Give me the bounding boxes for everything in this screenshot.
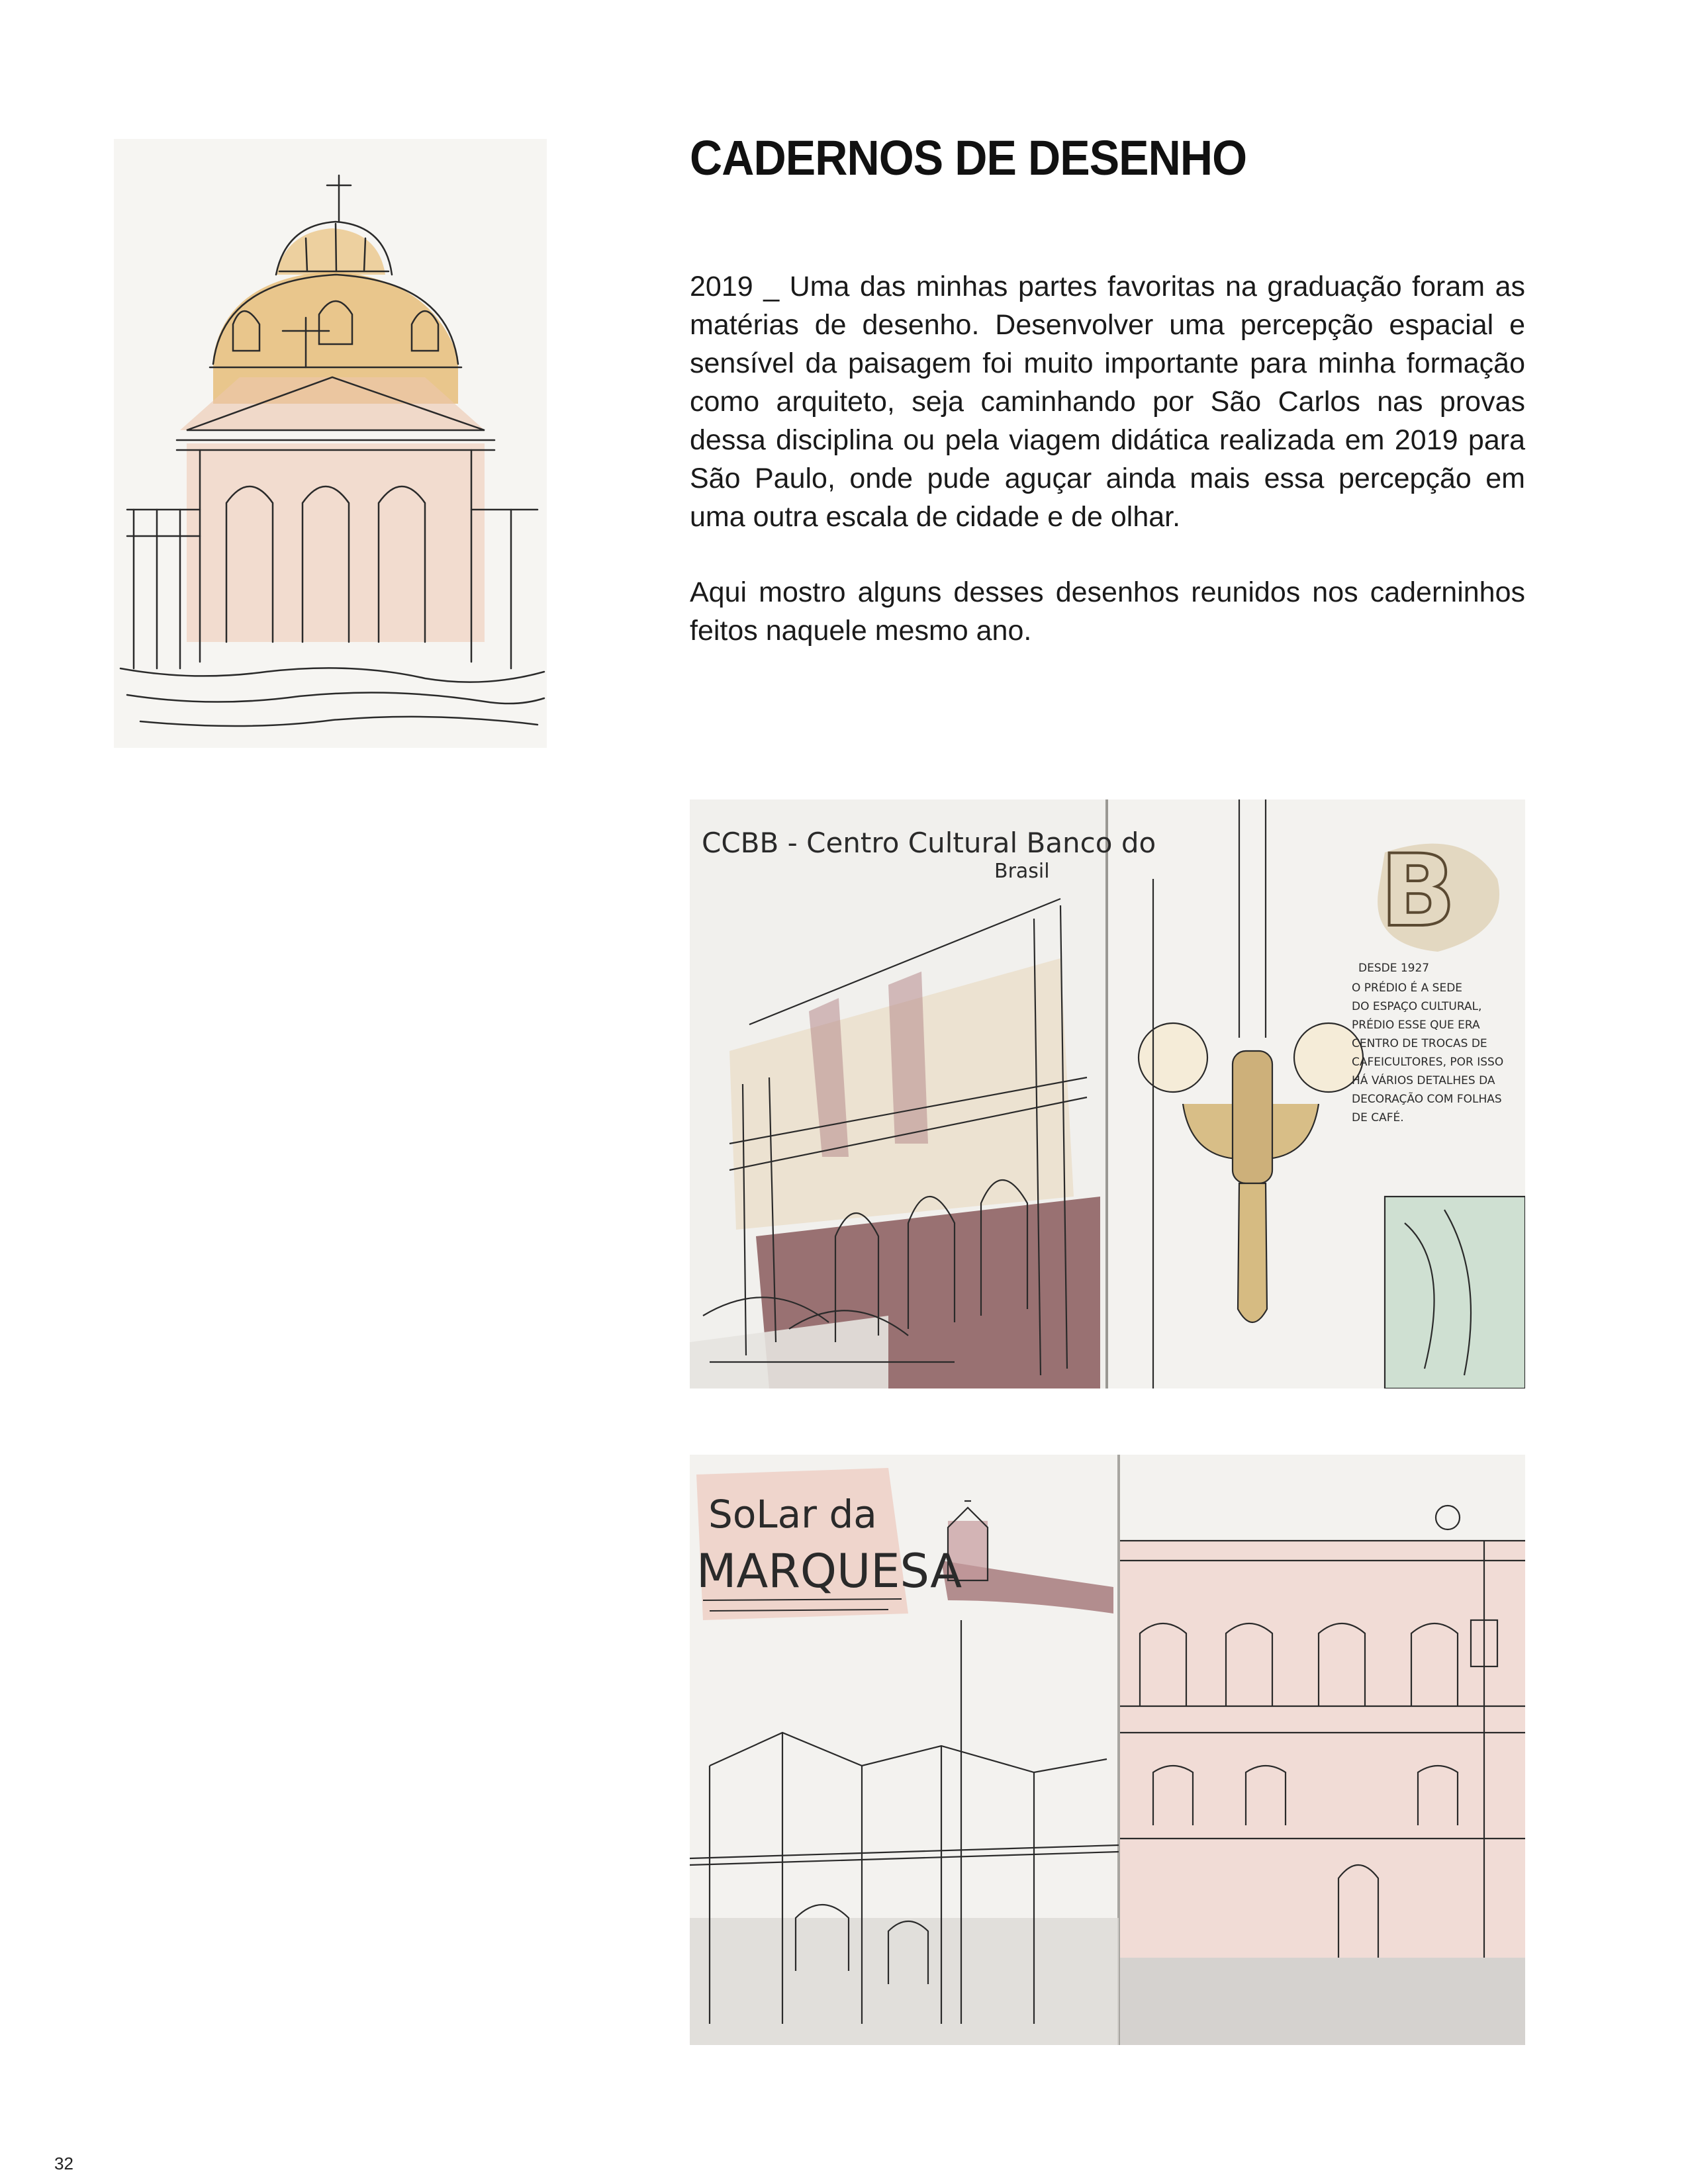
ccbb-note-line: DESDE 1927 <box>1358 962 1430 975</box>
ccbb-sketchbook-spread <box>690 799 1525 1388</box>
ccbb-note-line: DECORAÇÃO COM FOLHAS <box>1352 1093 1502 1106</box>
ccbb-heading-line2: Brasil <box>994 860 1050 883</box>
solar-heading-line1: SoLar da <box>708 1492 877 1537</box>
ccbb-note-line: DO ESPAÇO CULTURAL, <box>1352 1000 1482 1013</box>
ccbb-note-line: HÁ VÁRIOS DETALHES DA <box>1352 1074 1495 1087</box>
ccbb-note-line: DE CAFÉ. <box>1352 1111 1404 1124</box>
ccbb-note-line: CENTRO DE TROCAS DE <box>1352 1037 1487 1050</box>
closing-paragraph: Aqui mostro alguns desses desenhos reunidos nos caderninhos feitos naquele mesmo ano. <box>690 576 1525 647</box>
solar-da-marquesa-sketchbook-spread <box>690 1455 1525 2045</box>
ccbb-note-line: O PRÉDIO É A SEDE <box>1352 981 1463 995</box>
ccbb-note-line: PRÉDIO ESSE QUE ERA <box>1352 1019 1480 1032</box>
ccbb-heading-line1: CCBB - Centro Cultural Banco do <box>702 827 1156 859</box>
ccbb-logo-letter: B <box>1380 834 1456 949</box>
intro-paragraph: 2019 _ Uma das minhas partes favoritas na graduação foram as matérias de desenho. Desenvolver uma percepção espacial e sensível da paisagem foi muito importante para minha formação como arquiteto, seja caminhando por São Carlos nas provas dessa disciplina ou pela viagem didática realizada em 2019 para São Paulo, onde pude aguçar ainda mais essa percepção em uma outra escala de cidade e de olhar. <box>690 271 1525 533</box>
page-title: CADERNOS DE DESENHO <box>690 130 1247 185</box>
solar-heading-line2: MARQUESA <box>696 1544 962 1598</box>
ccbb-note-line: CAFEICULTORES, POR ISSO <box>1352 1056 1504 1069</box>
dome-church-sketch <box>114 139 547 748</box>
page-number: 32 <box>54 2154 73 2173</box>
